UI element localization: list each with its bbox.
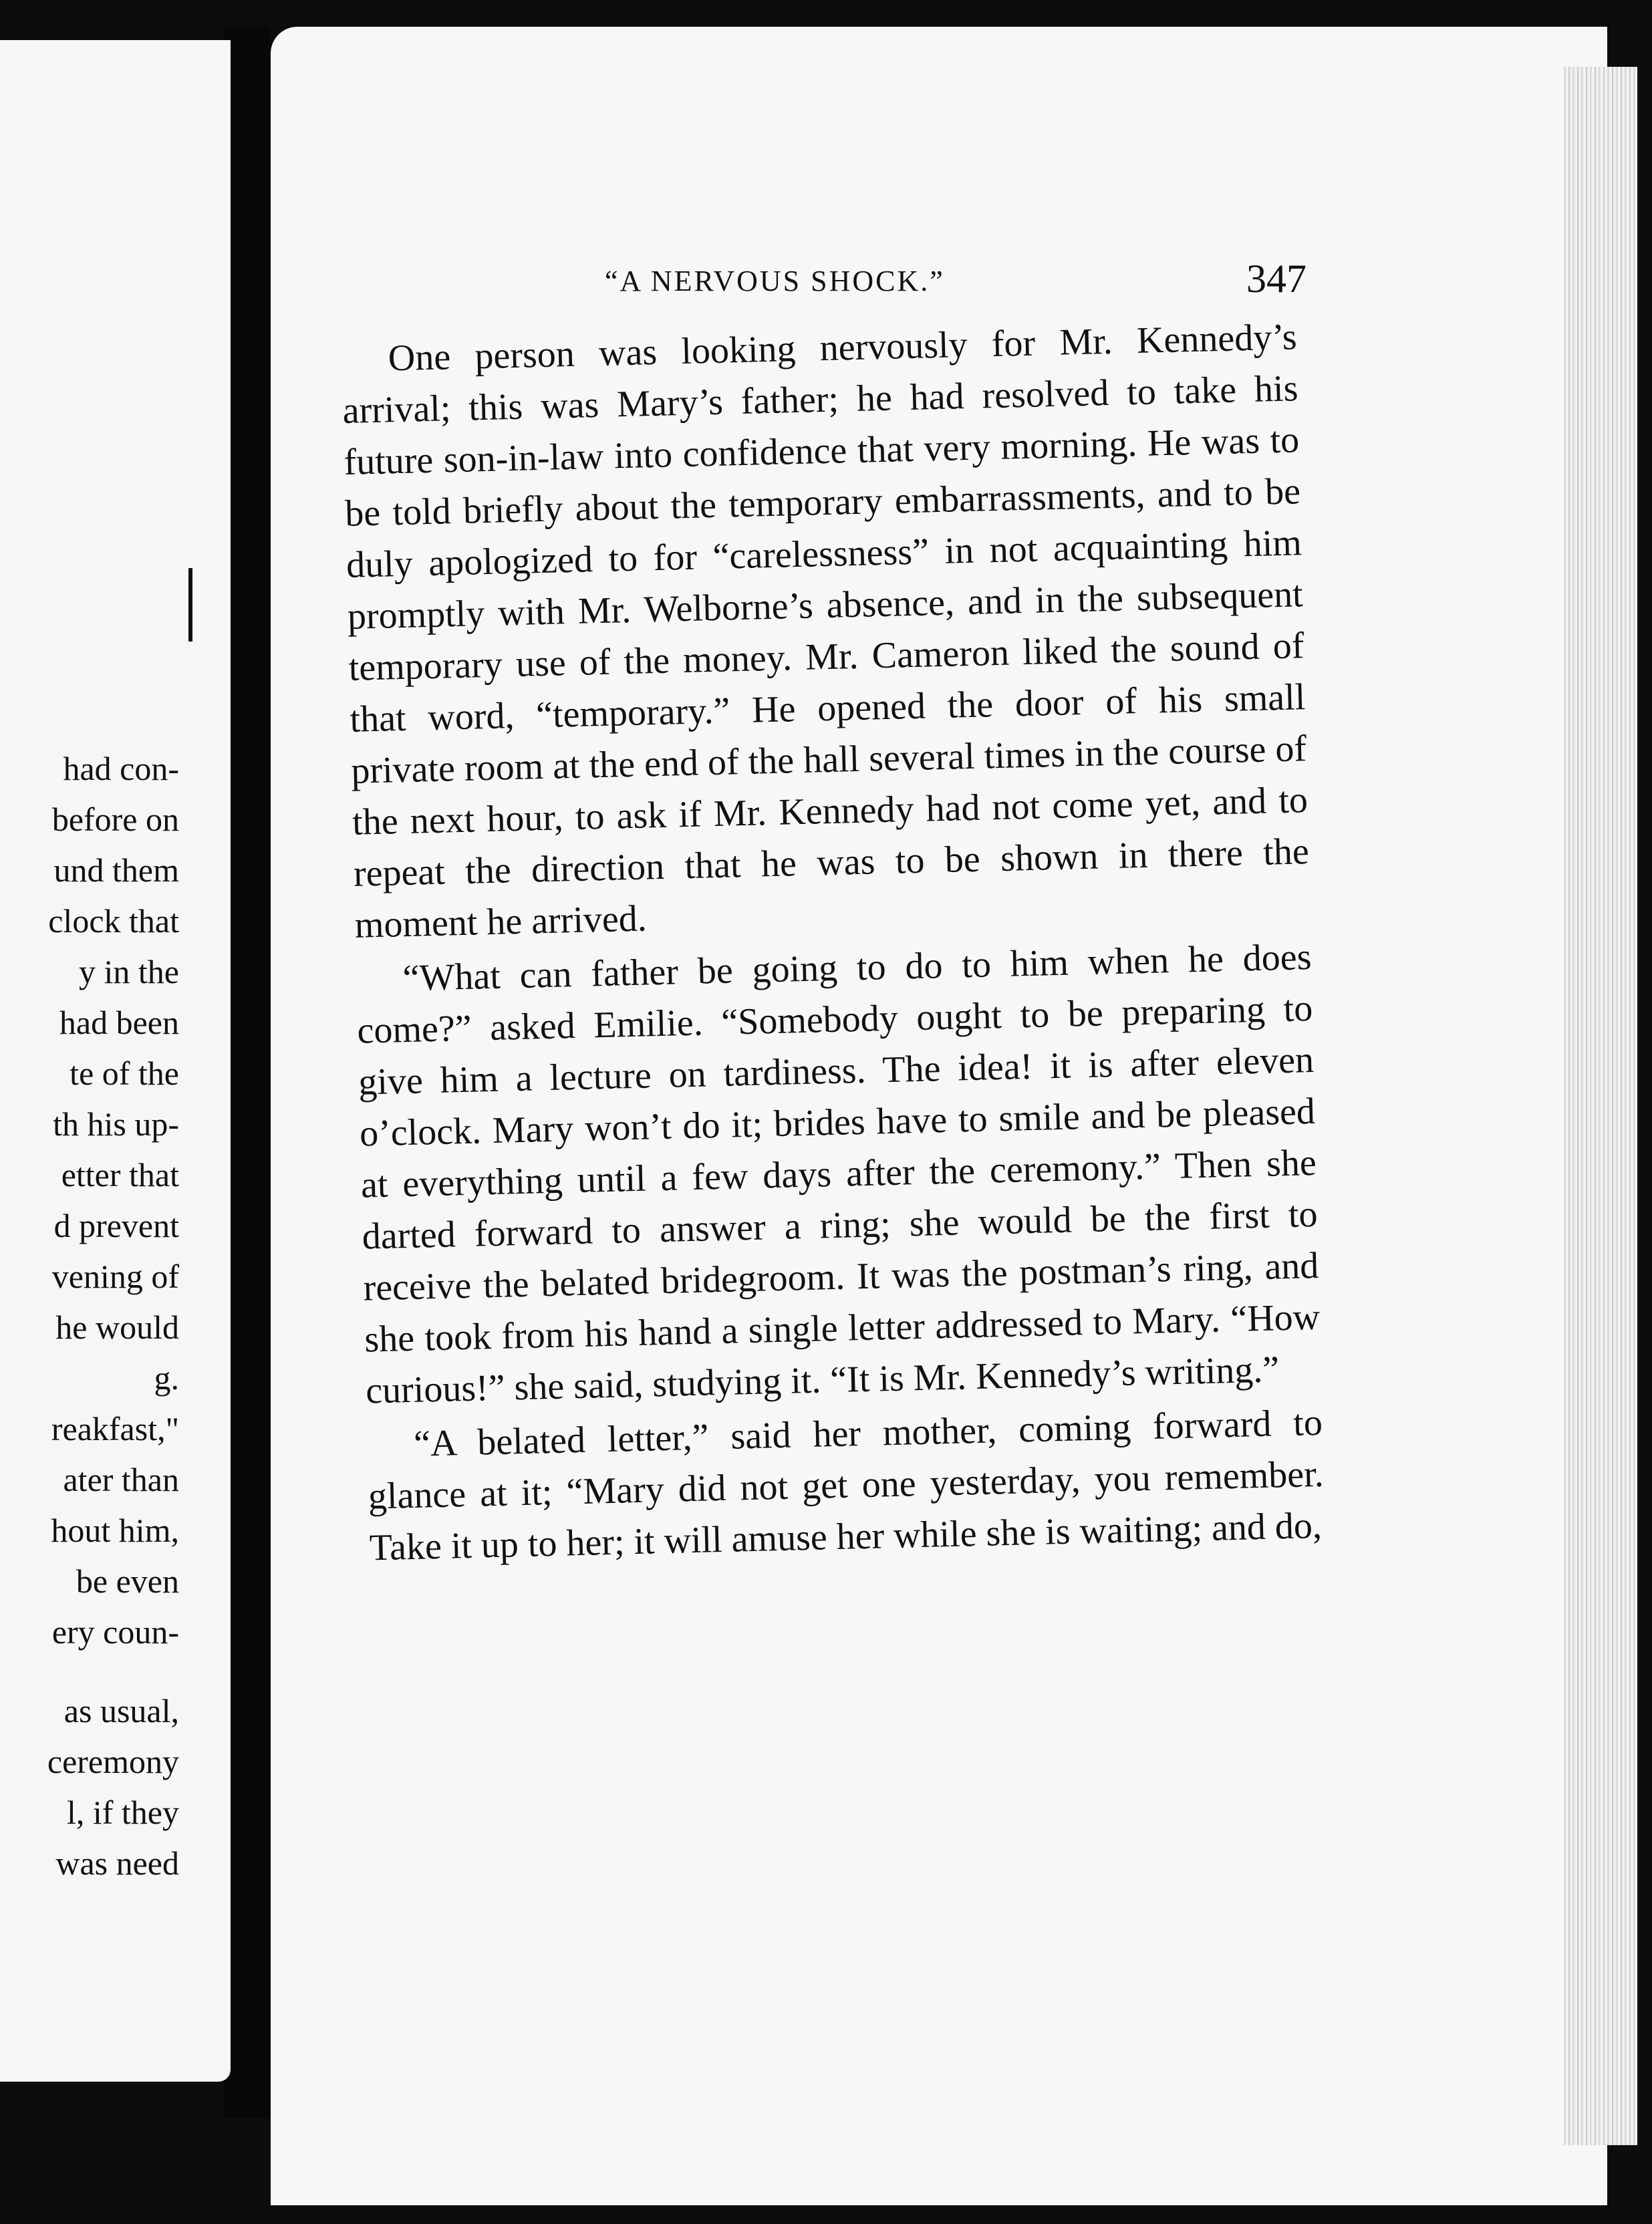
- left-line: had been: [59, 1004, 179, 1041]
- left-line: had con-: [63, 750, 179, 787]
- running-head: “A NERVOUS SHOCK.”: [605, 265, 945, 297]
- paragraph: “A belated letter,” said her mother, coming forward to glance at it; “Mary did not get one yesterday, you remember. Take it up to her; it will amuse her while she is waiting; and do,: [368, 1401, 1325, 1569]
- paragraph: One person was looking nervously for Mr. Kennedy’s arrival; this was Mary’s father; he had resolved to take his future son-in-law into confidence that very morning. He was to be told briefly about the temporary embarrassments, and to be duly apologized to for “carelessness” in not acquainting him promptly with Mr. Welborne’s absence, and in the subsequent temporary use of the money. Mr. Cameron liked the sound of that word, “temporary.” He opened the door of his small private room at the end of the hall several times in the course of the next hour, to ask if Mr. Kennedy had not come yet, and to repeat the direction that he was to be shown in there the moment he arrived.: [341, 316, 1310, 946]
- ink-mark: [188, 568, 192, 642]
- left-line: th his up-: [53, 1105, 179, 1143]
- page-edges: [1564, 67, 1637, 2145]
- left-line: as usual,: [63, 1692, 179, 1729]
- left-line: y in the: [79, 953, 179, 990]
- left-line: ater than: [63, 1461, 179, 1498]
- page-number: 347: [1246, 257, 1306, 301]
- left-line: d prevent: [53, 1207, 179, 1244]
- left-line: hout him,: [51, 1512, 179, 1549]
- left-line: vening of: [51, 1258, 179, 1295]
- left-line: clock that: [48, 902, 179, 940]
- left-line: etter that: [61, 1156, 179, 1194]
- paragraph-gap: [0, 1657, 179, 1685]
- left-line: reakfast,": [51, 1410, 179, 1447]
- left-page-text: [0, 743, 179, 1889]
- paragraph: “What can father be going to do to him when he does come?” asked Emilie. “Somebody ought to be preparing to give him a lecture on tardiness. The idea! it is after eleven o’clock. Mary won’t do it; brides have to smile and be pleased at everything until a few days after the ceremony.” Then she darted forward to answer a ring; she would be the first to receive the belated bridegroom. It was the postman’s ring, and she took from his hand a single letter addressed to Mary. “How curious!” she said, studying it. “It is Mr. Kennedy’s writing.”: [356, 936, 1321, 1412]
- left-line: be even: [76, 1562, 179, 1600]
- left-line: l, if they: [66, 1794, 179, 1831]
- left-line: was need: [55, 1844, 179, 1882]
- left-line: ery coun-: [51, 1613, 179, 1651]
- left-line: te of the: [70, 1055, 179, 1092]
- body-text: [341, 311, 1325, 1574]
- left-line: g.: [154, 1359, 179, 1397]
- left-line: before on: [51, 801, 179, 838]
- left-line: he would: [55, 1308, 179, 1346]
- book-gutter: [224, 27, 271, 2118]
- left-line: und them: [53, 851, 179, 889]
- left-line: ceremony: [47, 1743, 179, 1780]
